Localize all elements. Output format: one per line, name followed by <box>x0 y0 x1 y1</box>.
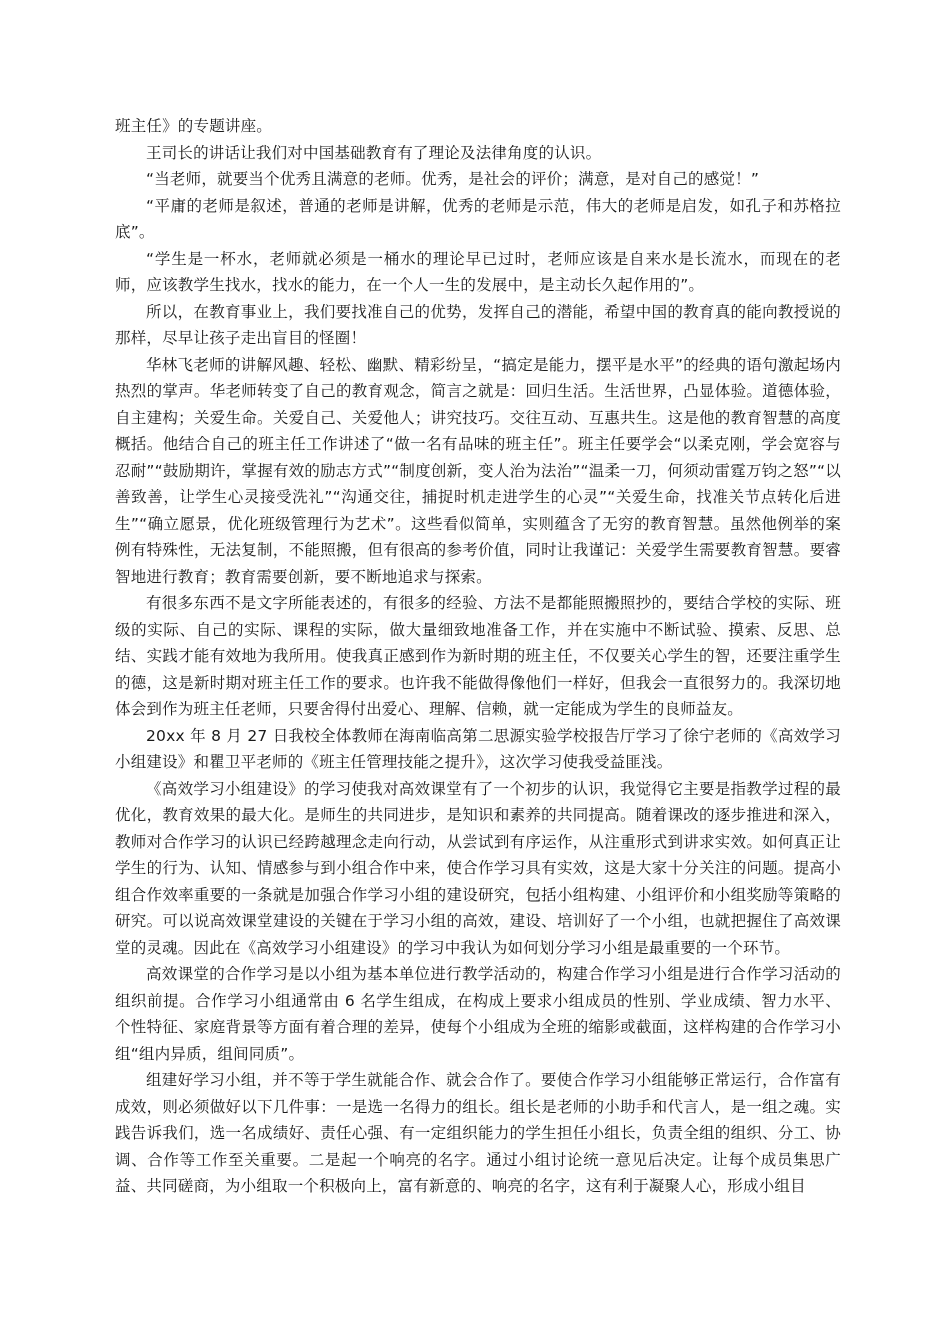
paragraph: 组建好学习小组，并不等于学生就能合作、就会合作了。要使合作学习小组能够正常运行，合作富有成效，则必须做好以下几件事：一是选一名得力的组长。组长是老师的小助手和代言人，是一组之魂。实践告诉我们，选一名成绩好、责任心强、有一定组织能力的学生担任小组长，负责全组的组织、分工、协调、合作等工作至关重要。二是起一个响亮的名字。通过小组讨论统一意见后决定。让每个成员集思广益、共同磋商，为小组取一个积极向上，富有新意的、响亮的名字，这有利于凝聚人心，形成小组目 <box>115 1071 841 1195</box>
paragraph: 有很多东西不是文字所能表述的，有很多的经验、方法不是都能照搬照抄的，要结合学校的实际、班级的实际、自己的实际、课程的实际，做大量细致地准备工作，并在实施中不断试验、摸索、反思、总结、实践才能有效地为我所用。使我真正感到作为新时期的班主任，不仅要关心学生的智，还要注重学生的德，这是新时期对班主任工作的要求。也许我不能做得像他们一样好，但我会一直很努力的。我深切地体会到作为班主任老师，只要舍得付出爱心、理解、信赖，就一定能成为学生的良师益友。 <box>115 594 841 718</box>
paragraph: 《高效学习小组建设》的学习使我对高效课堂有了一个初步的认识，我觉得它主要是指教学过程的最优化，教育效果的最大化。是师生的共同进步，是知识和素养的共同提高。随着课改的逐步推进和深入，教师对合作学习的认识已经跨越理念走向行动，从尝试到有序运作，从注重形式到讲求实效。如何真正让学生的行为、认知、情感参与到小组合作中来，使合作学习具有实效，这是大家十分关注的问题。提高小组合作效率重要的一条就是加强合作学习小组的建设研究，包括小组构建、小组评价和小组奖励等策略的研究。可以说高效课堂建设的关键在于学习小组的高效，建设、培训好了一个小组，也就把握住了高效课堂的灵魂。因此在《高效学习小组建设》的学习中我认为如何划分学习小组是最重要的一个环节。 <box>115 779 841 957</box>
paragraph: “平庸的老师是叙述，普通的老师是讲解，优秀的老师是示范，伟大的老师是启发，如孔子和苏格拉底”。 <box>115 196 841 241</box>
document-body <box>115 113 841 1200</box>
paragraph: 20xx 年 8 月 27 日我校全体教师在海南临高第二思源实验学校报告厅学习了徐宁老师的《高效学习小组建设》和瞿卫平老师的《班主任管理技能之提升》，这次学习使我受益匪浅。 <box>115 726 841 771</box>
paragraph: 高效课堂的合作学习是以小组为基本单位进行教学活动的，构建合作学习小组是进行合作学习活动的组织前提。合作学习小组通常由 6 名学生组成，在构成上要求小组成员的性别、学业成绩、智力水平、个性特征、家庭背景等方面有着合理的差异，使每个小组成为全班的缩影或截面，这样构建的合作学习小组“组内异质，组间同质”。 <box>115 965 841 1063</box>
paragraph: 所以，在教育事业上，我们要找准自己的优势，发挥自己的潜能，希望中国的教育真的能向教授说的那样，尽早让孩子走出盲目的怪圈！ <box>115 302 841 347</box>
paragraph: 王司长的讲话让我们对中国基础教育有了理论及法律角度的认识。 <box>146 143 602 162</box>
paragraph: 班主任》的专题讲座。 <box>115 117 273 135</box>
paragraph: 华林飞老师的讲解风趣、轻松、幽默、精彩纷呈，“搞定是能力，摆平是水平”的经典的语句激起场内热烈的掌声。华老师转变了自己的教育观念，简言之就是：回归生活。生活世界，凸显体验。道德体验，自主建构；关爱生命。关爱自己、关爱他人；讲究技巧。交往互动、互惠共生。这是他的教育智慧的高度概括。他结合自己的班主任工作讲述了“做一名有品味的班主任”。班主任要学会“以柔克刚，学会宽容与忍耐”“鼓励期许，掌握有效的励志方式”“制度创新，变人治为法治”“温柔一刀，何须动雷霆万钧之怒”“以善致善，让学生心灵接受洗礼”“沟通交往，捕捉时机走进学生的心灵”“关爱生命，找准关节点转化后进生”“确立愿景，优化班级管理行为艺术”。这些看似简单，实则蕴含了无穷的教育智慧。虽然他例举的案例有特殊性，无法复制，不能照搬，但有很高的参考价值，同时让我谨记：关爱学生需要教育智慧。要睿智地进行教育；教育需要创新，要不断地追求与探索。 <box>115 355 841 586</box>
paragraph: “学生是一杯水，老师就必须是一桶水的理论早已过时，老师应该是自来水是长流水，而现在的老师，应该教学生找水，找水的能力，在一个人一生的发展中，是主动长久起作用的”。 <box>115 249 841 294</box>
paragraph: “当老师，就要当个优秀且满意的老师。优秀，是社会的评价；满意，是对自己的感觉！” <box>146 170 760 188</box>
